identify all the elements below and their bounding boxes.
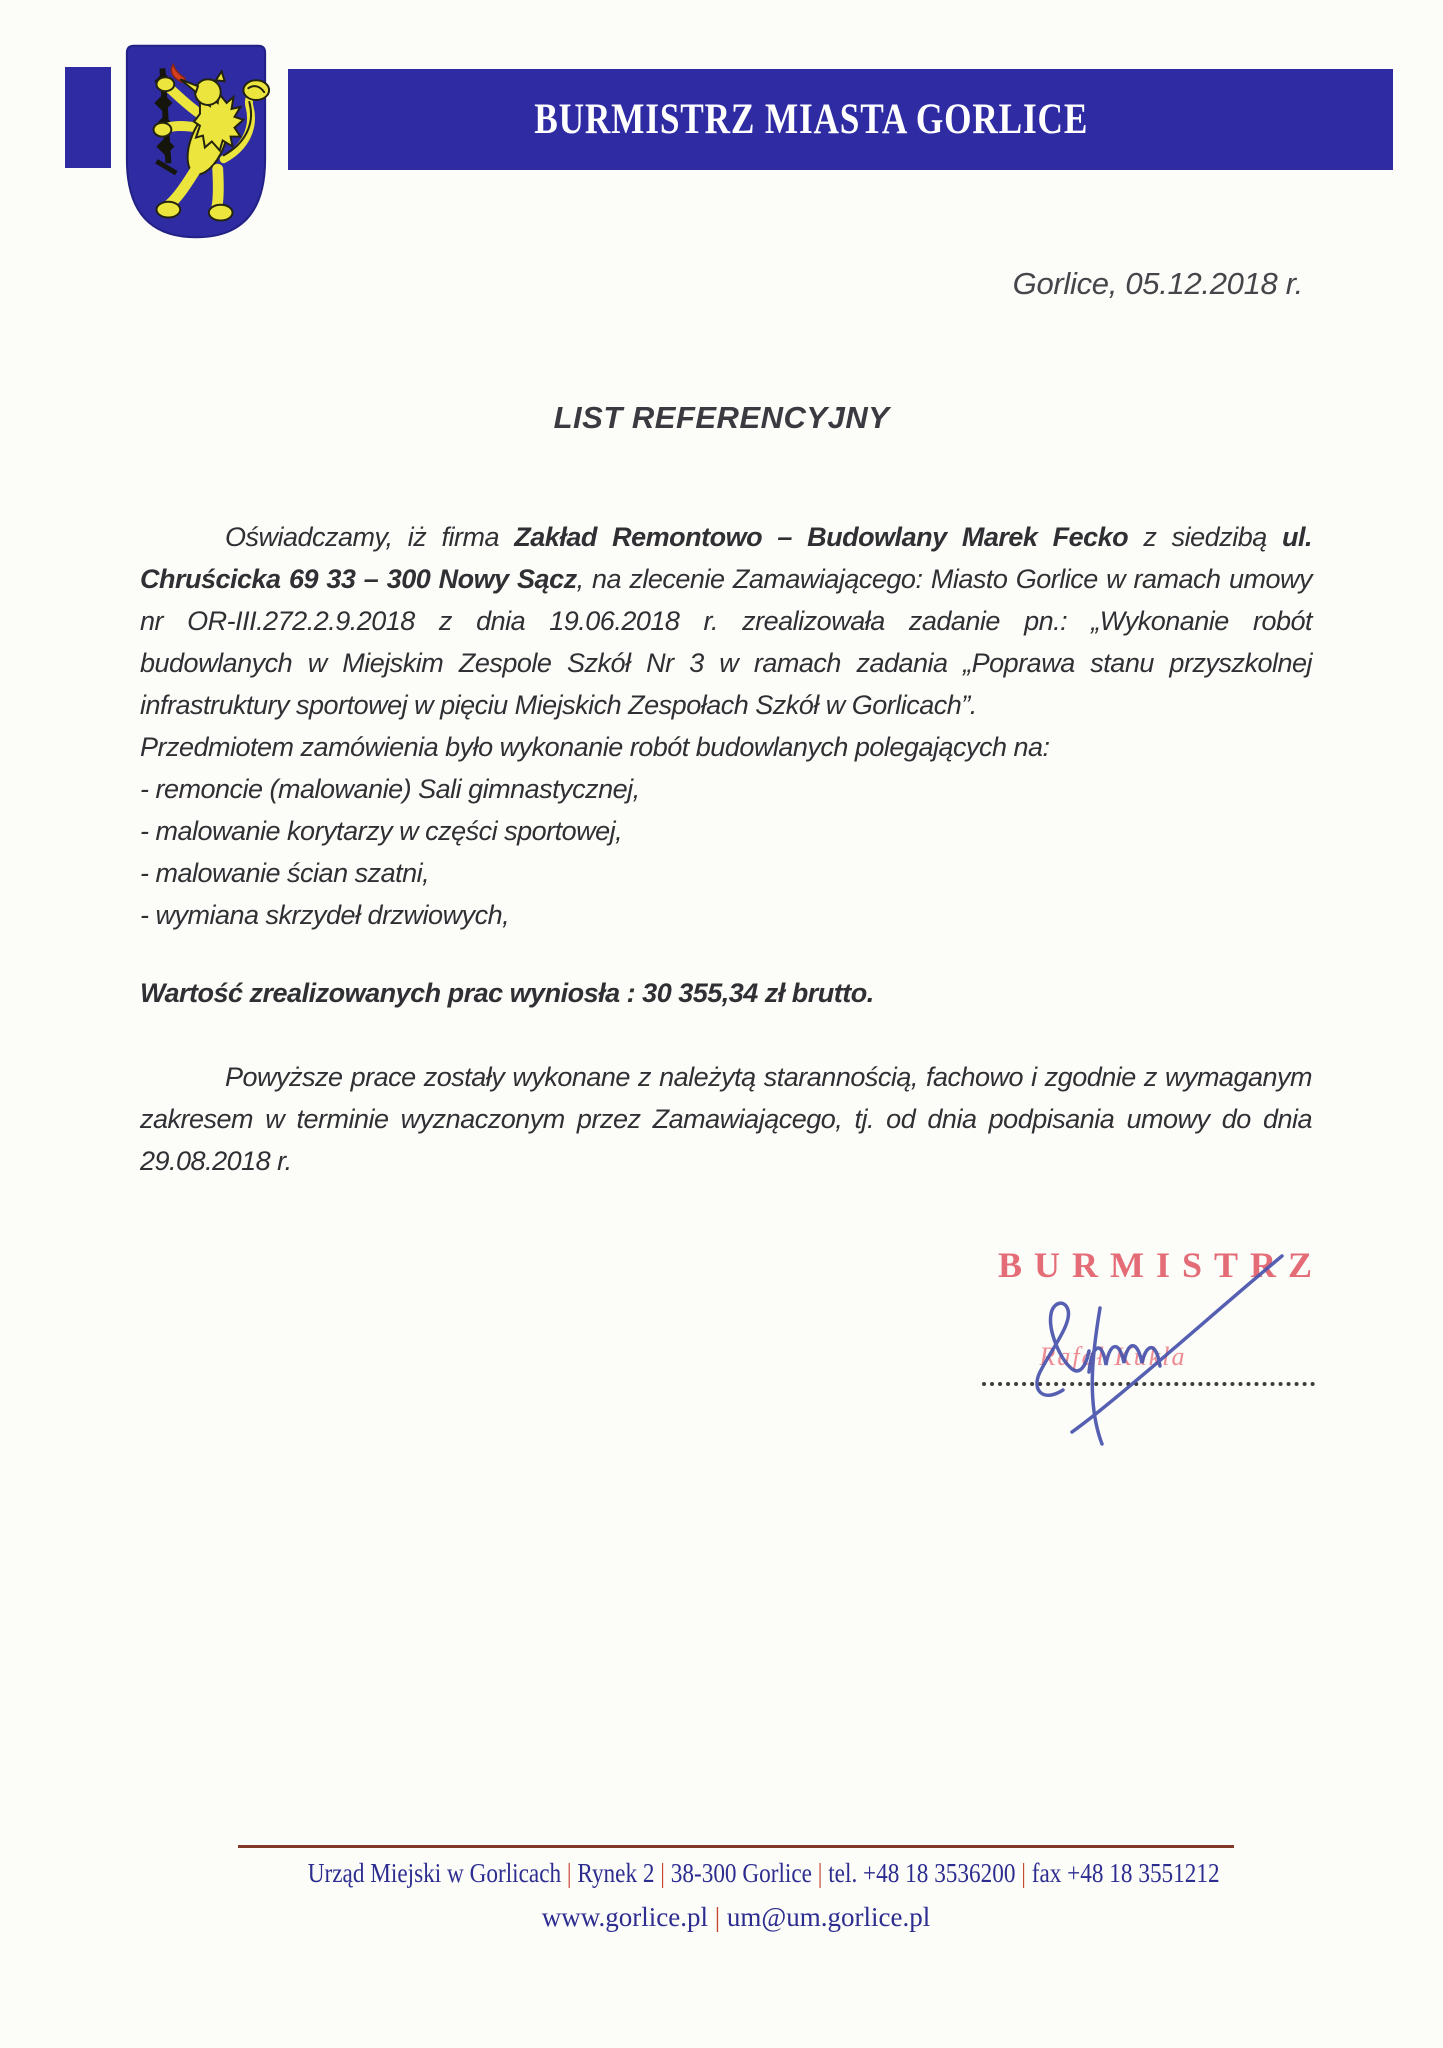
- text-line: - wymiana skrzydeł drzwiowych,: [140, 900, 510, 930]
- signature-block: [975, 1240, 1325, 1455]
- closing-paragraph: [140, 1056, 1312, 1182]
- scope-intro-line: Przedmiotem zamówienia było wykonanie robót budowlanych polegających na:: [140, 732, 1050, 762]
- tail-tuft: [243, 80, 269, 100]
- letter-body: [140, 516, 1312, 1182]
- handwritten-signature-icon: [975, 1240, 1320, 1455]
- footer-separator: |: [707, 1902, 727, 1932]
- mayor-stamp-name: Rafał Kukla: [1039, 1342, 1187, 1371]
- footer-part: Urząd Miejski w Gorlicach: [307, 1858, 562, 1888]
- footer: [238, 1851, 1234, 1939]
- document-title: LIST REFERENCYJNY: [553, 400, 890, 435]
- text-line: - malowanie ścian szatni,: [140, 858, 430, 888]
- footer-address-line: [307, 1851, 1220, 1895]
- date-line: Gorlice, 05.12.2018 r.: [1012, 266, 1303, 301]
- text-line: nr OR-III.272.2.9.2018 z dnia 19.06.2018 r. zrealizowała zadanie pn.: „Wykonanie robót: [140, 606, 1312, 636]
- footer-separator: |: [1015, 1858, 1032, 1888]
- footer-rule: [238, 1845, 1234, 1848]
- contract-value-line: Wartość zrealizowanych prac wyniosła : 30 355,34 zł brutto.: [140, 978, 874, 1008]
- footer-part: fax +48 18 3551212: [1031, 1858, 1220, 1888]
- banner-left-chip: [65, 67, 111, 168]
- header-banner-title: BURMISTRZ MIASTA GORLICE: [534, 96, 1088, 143]
- footer-separator: |: [654, 1858, 671, 1888]
- text-line: zakresem w terminie wyznaczonym przez Zamawiającego, tj. od dnia podpisania umowy do dnia: [140, 1104, 1312, 1134]
- header-banner: [288, 69, 1393, 170]
- footer-part: tel. +48 18 3536200: [828, 1858, 1016, 1888]
- coat-of-arms-icon: [117, 42, 275, 241]
- footer-part: 38-300 Gorlice: [670, 1858, 812, 1888]
- footer-part: www.gorlice.pl: [541, 1902, 708, 1932]
- footer-separator: |: [811, 1858, 829, 1888]
- footer-contact-line: [238, 1895, 1234, 1939]
- text-line: Powyższe prace zostały wykonane z należytą starannością, fachowo i zgodnie z wymaganym: [225, 1062, 1312, 1092]
- text-line: budowlanych w Miejskim Zespole Szkół Nr 3 w ramach zadania „Poprawa stanu przyszkolnej: [140, 648, 1312, 678]
- mayor-stamp-title: BURMISTRZ: [998, 1245, 1325, 1285]
- text-line: Oświadczamy, iż firma Zakład Remontowo – Budowlany Marek Fecko z siedzibą ul.: [225, 522, 1312, 552]
- work-items-list: [140, 768, 1312, 936]
- text-line: - remoncie (malowanie) Sali gimnastycznej,: [140, 774, 640, 804]
- footer-separator: |: [561, 1858, 578, 1888]
- footer-part: um@um.gorlice.pl: [726, 1902, 931, 1932]
- text-line: - malowanie korytarzy w części sportowej,: [140, 816, 623, 846]
- text-line: 29.08.2018 r.: [140, 1146, 292, 1176]
- footer-part: Rynek 2: [577, 1858, 655, 1888]
- text-line: Chruścicka 69 33 – 300 Nowy Sącz, na zlecenie Zamawiającego: Miasto Gorlice w ramach umowy: [140, 564, 1312, 594]
- opening-paragraph: [140, 516, 1312, 726]
- text-line: infrastruktury sportowej w pięciu Miejskich Zespołach Szkół w Gorlicach”.: [140, 690, 977, 720]
- gorlice-crest-icon: [117, 42, 275, 241]
